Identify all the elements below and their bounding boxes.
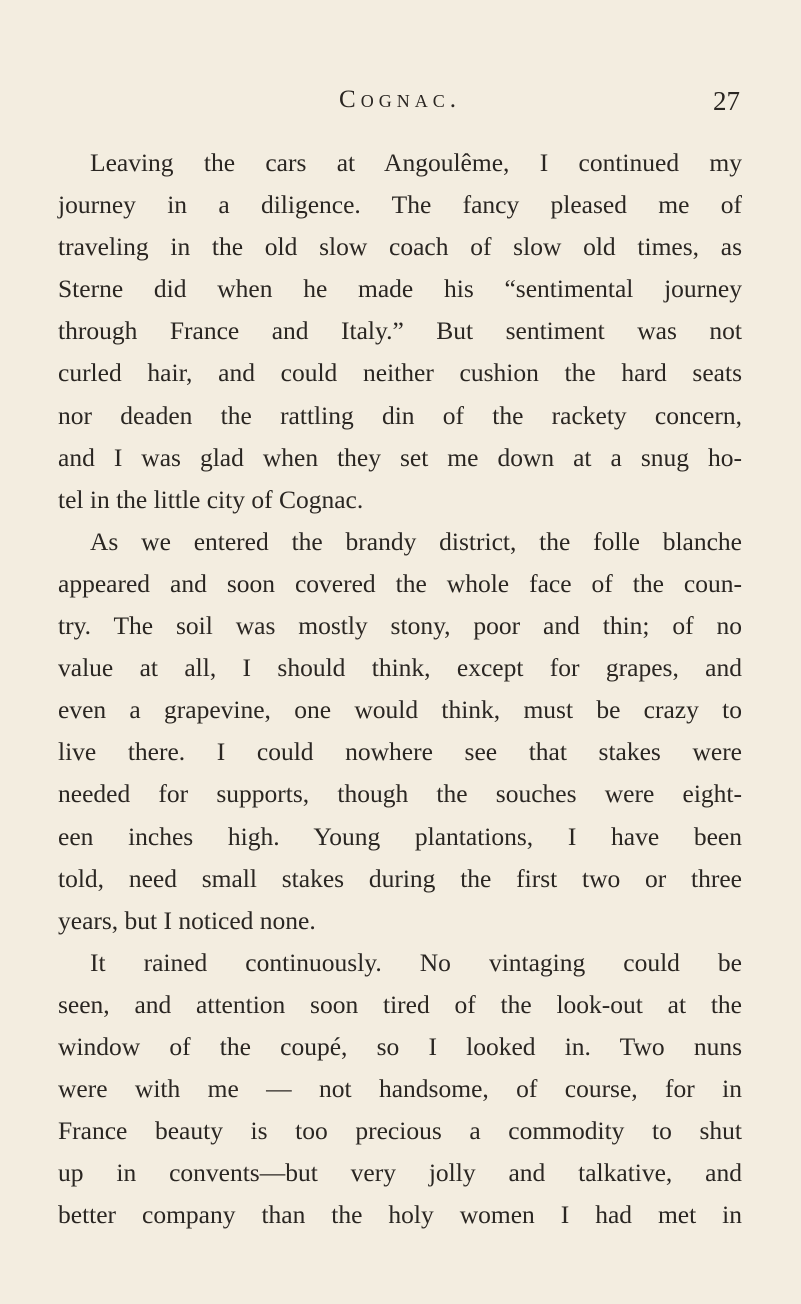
text-line: through France and Italy.” But sentiment was not [58, 316, 742, 346]
text-line: tel in the little city of Cognac. [58, 484, 364, 514]
text-line: try. The soil was mostly stony, poor and thin; of no [58, 611, 742, 641]
text-line: better company than the holy women I had met in [58, 1200, 742, 1230]
text-line: needed for supports, though the souches were eight- [58, 779, 742, 809]
text-line: were with me — not handsome, of course, for in [58, 1074, 742, 1104]
text-line: traveling in the old slow coach of slow old times, as [58, 232, 742, 262]
running-head [60, 86, 740, 126]
text-line: even a grapevine, one would think, must be crazy to [58, 695, 742, 725]
body-text [58, 142, 742, 1236]
text-line: up in convents—but very jolly and talkative, and [58, 1158, 742, 1188]
text-line: seen, and attention soon tired of the look-out at the [58, 989, 742, 1019]
text-line: Leaving the cars at Angoulême, I continued my [90, 148, 742, 177]
text-line: live there. I could nowhere see that stakes were [58, 737, 742, 767]
text-line: Sterne did when he made his “sentimental journey [58, 274, 742, 304]
text-line: appeared and soon covered the whole face of the coun- [58, 568, 742, 598]
text-line: journey in a diligence. The fancy pleased me of [58, 190, 742, 220]
text-line: France beauty is too precious a commodity to shut [58, 1116, 742, 1146]
text-line: een inches high. Young plantations, I have been [58, 821, 742, 851]
running-head-title: Cognac. [339, 86, 461, 113]
text-line: value at all, I should think, except for grapes, and [58, 653, 742, 683]
text-line: As we entered the brandy district, the folle blanche [90, 526, 742, 556]
text-line: window of the coupé, so I looked in. Two nuns [58, 1031, 742, 1061]
page-number: 27 [713, 86, 740, 116]
text-line: curled hair, and could neither cushion the hard seats [58, 358, 742, 388]
text-line: told, need small stakes during the first two or three [58, 863, 742, 893]
text-line: and I was glad when they set me down at a snug ho- [58, 442, 742, 472]
text-line: nor deaden the rattling din of the rackety concern, [58, 400, 742, 430]
text-line: It rained continuously. No vintaging could be [90, 947, 742, 977]
text-line: years, but I noticed none. [58, 905, 316, 935]
